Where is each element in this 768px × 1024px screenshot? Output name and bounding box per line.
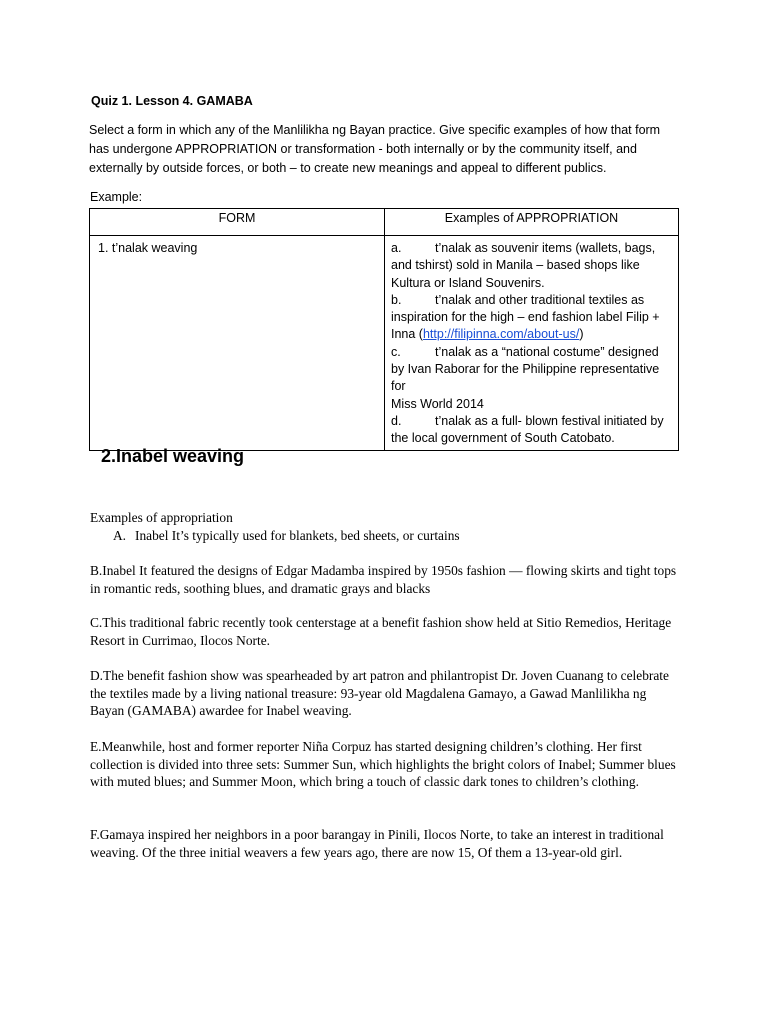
example-letter: a. [391,241,402,255]
filipinna-link[interactable]: http://filipinna.com/about-us/ [422,327,580,342]
examples-cell [385,236,679,451]
paragraph-b: B.Inabel It featured the designs of Edgar Madamba inspired by 1950s fashion — flowing skirts and tight tops in romantic reds, soothing blues, and dramatic grays and blacks [90,563,677,596]
paragraph-f: F.Gamaya inspired her neighbors in a poor barangay in Pinili, Ilocos Norte, to take an interest in traditional weaving. Of the three initial weavers a few years ago, there are now 15, Of them a 13-year-old girl. [90,827,664,860]
example-letter: d. [391,413,402,428]
appropriation-label: Examples of appropriation [90,510,233,525]
quiz-title: Quiz 1. Lesson 4. GAMABA [91,94,253,108]
appropriation-table [89,208,679,451]
example-text-after: ) [579,327,584,342]
item-letter: A. [113,528,127,543]
table-row [90,236,679,451]
paragraph-e: E.Meanwhile, host and former reporter Niña Corpuz has started designing children’s clothing. Her first collection is divided into three sets: Summer Sun, which highlights the bright colors of Inabel; Summer blues with muted blues; and Summer Moon, which bring a touch of classic dark tones to children’s clothing. [90,739,676,789]
item-text: Inabel It’s typically used for blankets, bed sheets, or curtains [135,528,460,543]
list-item-a [113,527,703,545]
example-text: t’nalak as souvenir items (wallets, bags, and tshirst) sold in Manila – based shops like Kultura or Island Souvenirs. [391,241,656,290]
example-item-c [391,344,672,413]
instructions: Select a form in which any of the Manlilikha ng Bayan practice. Give specific examples of how that form has undergone APPROPRIATION or transformation - both internally or by the community itself, and externally by outside forces, or both – to create new meanings and appeal to different publics. [89,123,661,175]
example-letter: c. [391,344,401,359]
table-header-row [90,209,679,236]
example-text-line2: Miss World 2014 [391,396,484,411]
example-label: Example: [90,190,143,204]
paragraph-d: D.The benefit fashion show was spearheaded by art patron and philantropist Dr. Joven Cuanang to celebrate the textiles made by a living national treasure: 93-year old Magdalena Gamayo, a Gawad Manlilikha ng Bayan (GAMABA) awardee for Inabel weaving. [90,668,669,718]
section-heading: 2.Inabel weaving [101,446,245,466]
header-examples: Examples of APPROPRIATION [385,209,679,236]
example-text: t’nalak as a full- blown festival initiated by the local government of South Catobato. [391,413,664,446]
example-letter: b. [391,292,402,307]
example-item-a [391,240,672,292]
example-text: t’nalak as a “national costume” designed by Ivan Raborar for the Philippine representative for [391,344,660,394]
header-form: FORM [90,209,385,236]
example-text: t’nalak and other traditional textiles as inspiration for the high – end fashion label Filip + Inna ( [391,292,660,342]
paragraph-c: C.This traditional fabric recently took centerstage at a benefit fashion show held at Sitio Remedios, Heritage Resort in Currimao, Ilocos Norte. [90,615,672,648]
example-item-b [391,292,672,344]
form-cell: 1. t’nalak weaving [90,236,385,451]
example-item-d [391,413,672,448]
